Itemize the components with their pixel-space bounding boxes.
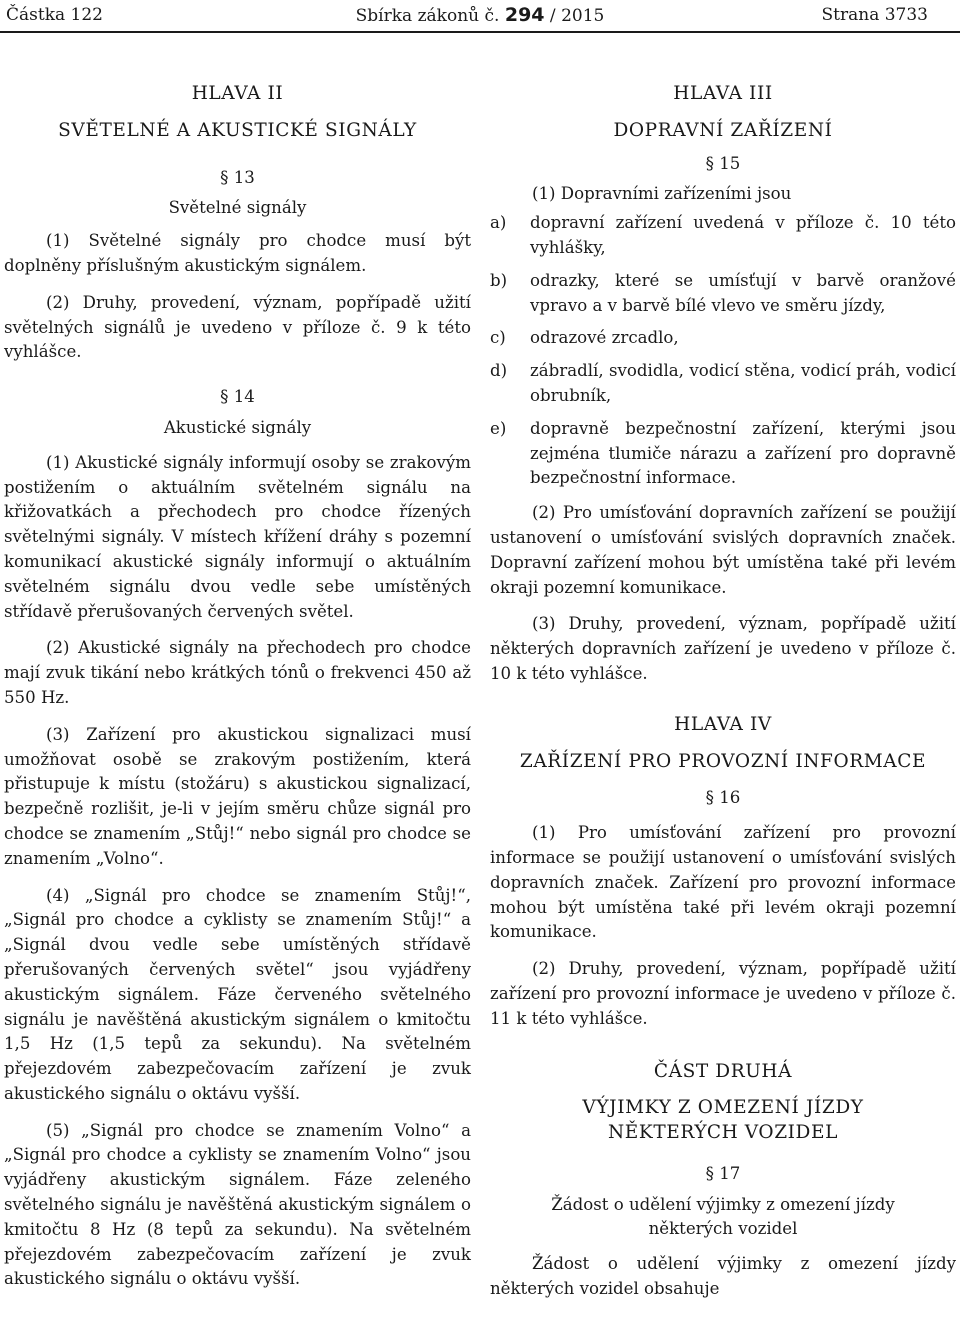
list-item (490, 211, 956, 261)
part-2-title-line-2: NĚKTERÝCH VOZIDEL (608, 1122, 838, 1144)
left-column (4, 78, 471, 1292)
header-collection-suffix: / 2015 (544, 6, 605, 26)
section-16-number: § 16 (705, 788, 741, 808)
right-column (490, 78, 956, 1302)
section-16-paragraph-1: (1) Pro umísťování zařízení pro provozní informace se použijí ustanovení o umísťování svislých dopravních značek. Zařízení pro provozní informace mohou být umístěna také při levém okraji pozemní komunikace. (490, 823, 956, 942)
section-15-paragraph-2: (2) Pro umísťování dopravních zařízení se použijí ustanovení o umísťování svislých dopravních značek. Dopravní zařízení mohou být umístěna také při levém okraji pozemní komunikace. (490, 503, 956, 597)
header-law-number: 294 (504, 4, 545, 26)
chapter-2-heading: HLAVA II (191, 83, 284, 104)
list-item-text: odrazové zrcadlo, (530, 328, 679, 348)
section-15-list (490, 211, 956, 491)
section-17-paragraph: Žádost o udělení výjimky z omezení jízdy některých vozidel obsahuje (490, 1254, 956, 1299)
section-17-number: § 17 (705, 1163, 741, 1183)
part-2-title-line-1: VÝJIMKY Z OMEZENÍ JÍZDY (582, 1097, 864, 1119)
list-item-text: zábradlí, svodidla, vodicí stěna, vodicí práh, vodicí obrubník, (530, 361, 956, 405)
section-13-paragraph-2: (2) Druhy, provedení, význam, popřípadě užití světelných signálů je uvedeno v příloze č. 9 k této vyhlášce. (4, 292, 471, 362)
part-2-heading: ČÁST DRUHÁ (653, 1060, 793, 1082)
section-14-paragraph-1: (1) Akustické signály informují osoby se zrakovým postižením o aktuálním světelném signálu na křižovatkách a přechodech pro chodce řízených světelnými signály. V místech křížení dráhy s pozemní komunikací akustické signály informují o aktuálním světelném signálu dvou vedle sebe umístěných střídavě přerušovaných červených světel. (4, 452, 471, 621)
section-13-paragraph-1: (1) Světelné signály pro chodce musí být doplněny příslušným akustickým signálem. (4, 231, 471, 275)
section-13-title: Světelné signály (168, 198, 307, 218)
section-15-number: § 15 (705, 153, 741, 173)
list-item-text: dopravní zařízení uvedená v příloze č. 10 této vyhlášky, (530, 213, 956, 257)
section-14-paragraph-4: (4) „Signál pro chodce se znamením Stůj!“, „Signál pro chodce a cyklisty se znamením Stůj!“ a „Signál dvou vedle sebe umístěných střídavě přerušovaných červených světel“ jsou vyjádřeny akustickým signálem. Fáze červeného světelného signálu je navěštěná akustickým signálem o kmitočtu 1,5 Hz (1,5 tepů za sekundu). Na světelném přejezdovém zabezpečovacím zařízení je zvuk akustického signálu o oktávu vyšší. (4, 885, 471, 1103)
page-header (0, 0, 960, 32)
section-14-paragraph-3: (3) Zařízení pro akustickou signalizaci musí umožňovat osobě se zrakovým postižením, která přistupuje k místu (stožáru) s akustickou signalizací, bezpečně rozlišit, je-li v jejím směru chůze signál pro chodce se znamením „Stůj!“ nebo signál pro chodce se znamením „Volno“. (4, 724, 471, 868)
section-17-title-line-2: některých vozidel (648, 1219, 798, 1239)
list-item-marker: a) (490, 213, 507, 233)
header-page-number: Strana 3733 (821, 5, 928, 25)
list-item-text: dopravně bezpečnostní zařízení, kterými jsou zejména tlumiče nárazu a zařízení pro dopravně bezpečnostní informace. (530, 418, 956, 488)
section-14-paragraph-5: (5) „Signál pro chodce se znamením Volno“ a „Signál pro chodce a cyklisty se znamením Volno“ jsou vyjádřeny akustickým signálem. Fáze zeleného světelného signálu je navěštěná akustickým signálem o kmitočtu 8 Hz (8 tepů za sekundu). Na světelném přejezdovém zabezpečovacím zařízení je zvuk akustického signálu o oktávu vyšší. (4, 1120, 471, 1289)
section-14-title: Akustické signály (163, 417, 312, 437)
section-14-number: § 14 (220, 387, 255, 407)
list-item (490, 417, 956, 491)
list-item-marker: c) (490, 328, 506, 348)
header-rule (0, 31, 960, 33)
list-item (490, 359, 956, 409)
list-item-text: odrazky, které se umísťují v barvě oranžové vpravo a v barvě bílé vlevo ve směru jízdy, (530, 270, 956, 315)
chapter-4-heading: HLAVA IV (674, 713, 772, 735)
list-item-marker: b) (490, 270, 508, 290)
section-15-intro: (1) Dopravními zařízeními jsou (532, 184, 792, 204)
section-15-paragraph-3: (3) Druhy, provedení, význam, popřípadě užití některých dopravních zařízení je uvedeno v příloze č. 10 k této vyhlášce. (490, 614, 956, 683)
section-14-paragraph-2: (2) Akustické signály na přechodech pro chodce mají zvuk tikání nebo krátkých tónů o frekvenci 450 až 550 Hz. (4, 638, 471, 707)
section-17-title-line-1: Žádost o udělení výjimky z omezení jízdy (551, 1194, 895, 1214)
section-13-number: § 13 (220, 167, 255, 187)
chapter-3-heading: HLAVA III (673, 83, 773, 104)
list-item-marker: e) (490, 418, 507, 438)
list-item (490, 326, 956, 351)
header-issue: Částka 122 (6, 5, 103, 25)
list-item-marker: d) (490, 361, 508, 381)
header-collection-prefix: Sbírka zákonů č. (355, 6, 505, 26)
header-collection (0, 4, 960, 27)
section-16-paragraph-2: (2) Druhy, provedení, význam, popřípadě užití zařízení pro provozní informace je uvedeno v příloze č. 11 k této vyhlášce. (490, 959, 956, 1028)
chapter-3-title: DOPRAVNÍ ZAŘÍZENÍ (613, 119, 833, 141)
chapter-2-title: SVĚTELNÉ A AKUSTICKÉ SIGNÁLY (58, 119, 417, 141)
chapter-4-title: ZAŘÍZENÍ PRO PROVOZNÍ INFORMACE (519, 750, 927, 772)
list-item (490, 269, 956, 319)
